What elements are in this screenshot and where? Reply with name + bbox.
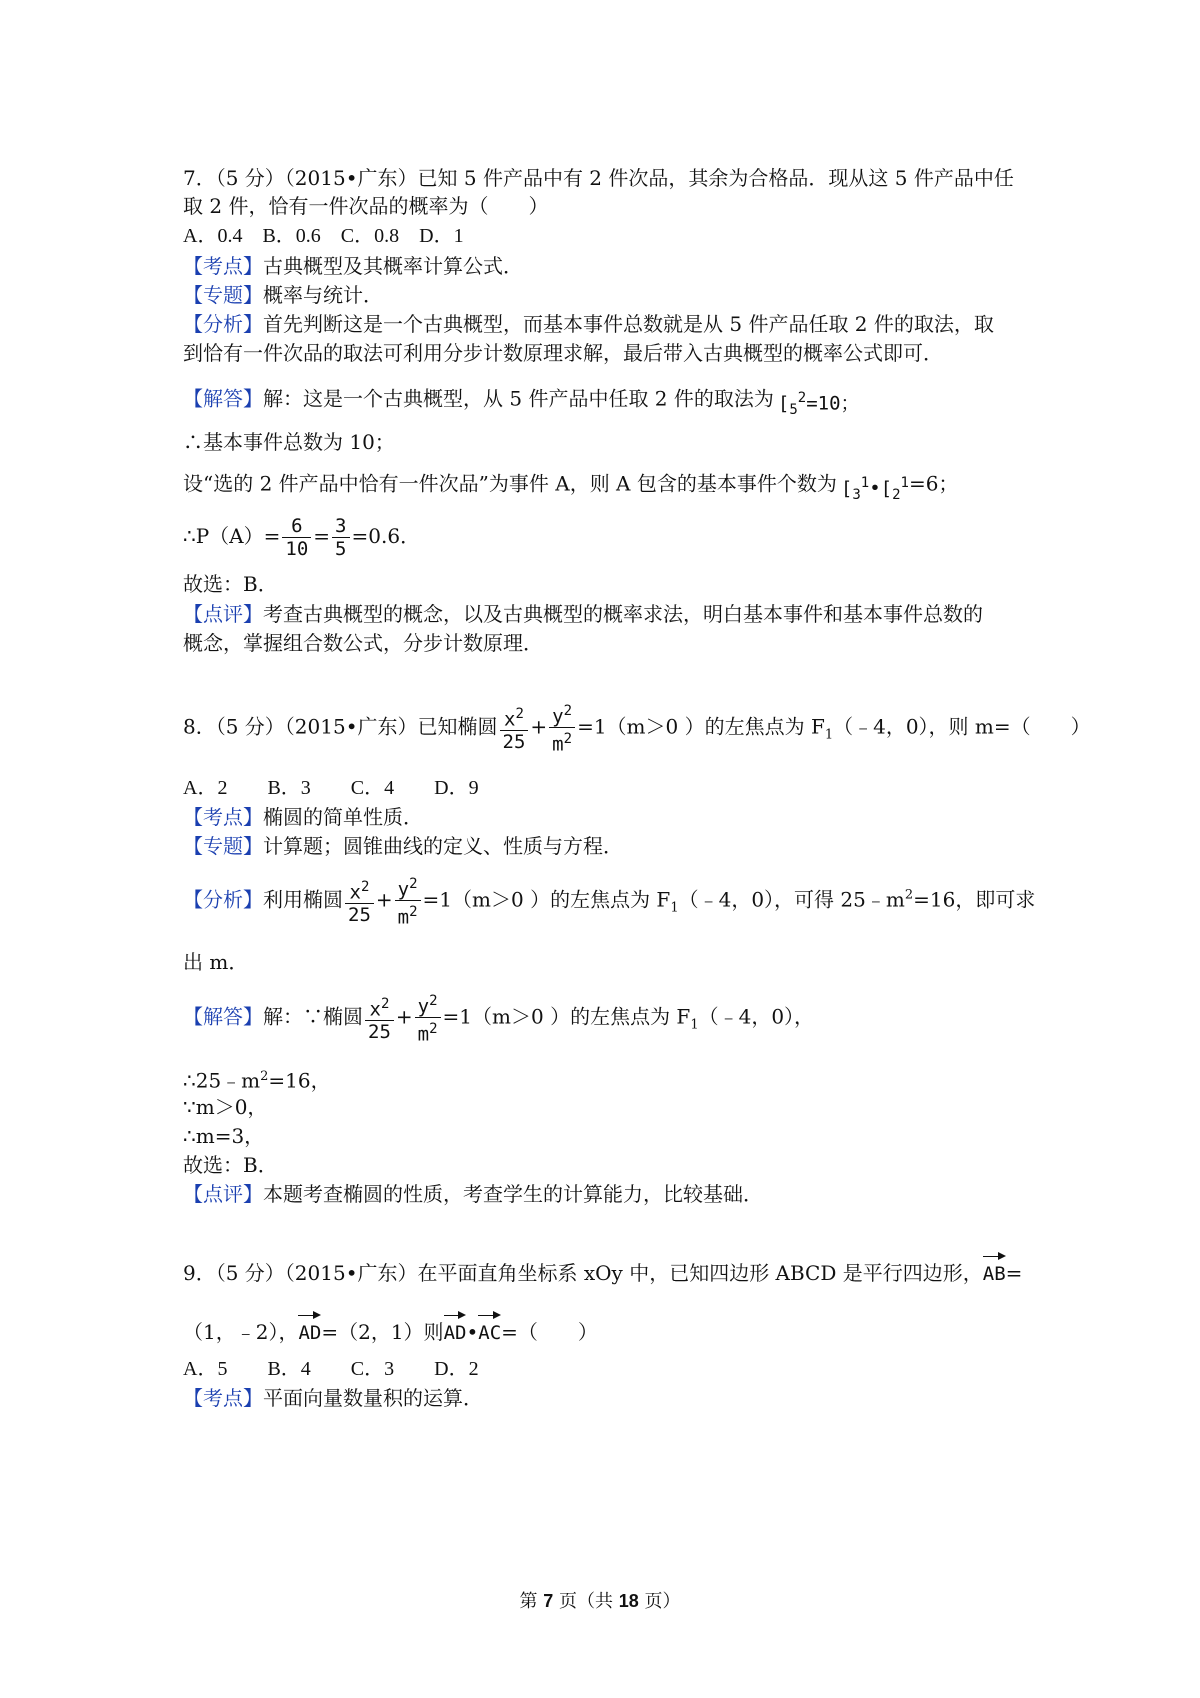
q8-step2: ∵m＞0， [183,1095,268,1119]
q7-total-line: ∴基本事件总数为 10； [183,430,395,454]
q7-answer: 故选：B． [183,572,278,596]
q9-options: A．5 B．4 C．3 D．2 [183,1358,479,1380]
q8-stem-line1: 8．（5 分）（2015•广东）已知椭圆 $\frac{x^2}{25}$ + $\frac{y^2}{m^2}$ =1（m＞0 ）的左焦点为 $F_1(﹣4$，0），则 m=（ ） [183,700,1091,756]
q7-dianping-line1: 【点评】考查古典概型的概念，以及古典概型的概率求法，明白基本事件和基本事件总数的 [183,602,983,626]
q8-fenxi-line2: 出 m． [183,950,249,974]
q9-stem-line2: （1，﹣2），AD=（2，1）则AD•AC=（ ） [183,1313,598,1347]
page-number: 7 [543,1591,554,1611]
q9-kaodian: 【考点】平面向量数量积的运算． [183,1386,483,1410]
q7-probability-line: ∴P（A）= $\frac{6}{10}$ = $\frac{3}{5}$ =0.6． [183,515,421,560]
vector-ad: AD [298,1313,321,1347]
tag-dianping: 【点评】 [183,1182,263,1206]
tag-fenxi: 【分析】 [183,312,263,336]
q7-dianping-line2: 概念，掌握组合数公式，分步计数原理． [183,631,543,655]
q7-event-line: 设“选的 2 件产品中恰有一件次品”为事件 A，则 A 包含的基本事件个数为 [$_3^1•[_2^1=6$； [183,465,958,505]
tag-zhuanti: 【专题】 [183,283,263,307]
fraction-x2-over-25: $\frac{x^2}{25}$ [345,876,374,926]
q8-jieda-line1: 【解答】解：∵椭圆 $\frac{x^2}{25}$ + $\frac{y^2}{m^2}$ =1（m＞0 ）的左焦点为 $F_1(﹣4$，0）， [183,990,814,1046]
fraction-y2-over-m2: $\frac{y^2}{m^2}$ [395,873,421,929]
vector-ad: AD [444,1313,467,1347]
q7-stem-line2: 取 2 件，恰有一件次品的概率为（ ） [183,194,549,218]
fraction-y2-over-m2: $\frac{y^2}{m^2}$ [549,700,575,756]
q7-fenxi-line2: 到恰有一件次品的取法可利用分步计数原理求解，最后带入古典概型的概率公式即可． [183,341,943,365]
vector-ab: AB [983,1254,1006,1288]
tag-fenxi: 【分析】 [183,887,263,912]
q8-kaodian: 【考点】椭圆的简单性质． [183,805,423,829]
fraction-3-over-5: $\frac{3}{5}$ [332,515,349,560]
tag-jieda: 【解答】 [183,386,263,411]
q7-jieda-line1: 【解答】解：这是一个古典概型，从 5 件产品中任取 2 件的取法为 [$_5^2=10$； [183,380,860,420]
tag-kaodian: 【考点】 [183,805,263,829]
combination-c52: [$_5^2=10$； [777,390,860,419]
q7-kaodian: 【考点】古典概型及其概率计算公式． [183,254,523,278]
q7-options: A．0.4 B．0.6 C．0.8 D．1 [183,225,464,247]
tag-kaodian: 【考点】 [183,1386,263,1410]
fraction-y2-over-m2: $\frac{y^2}{m^2}$ [415,990,441,1046]
q7-fenxi-line1: 【分析】首先判断这是一个古典概型，而基本事件总数就是从 5 件产品任取 2 件的取法，取 [183,312,994,336]
vector-ac: AC [478,1313,501,1347]
tag-kaodian: 【考点】 [183,254,263,278]
fraction-x2-over-25: $\frac{x^2}{25}$ [365,993,394,1043]
fraction-x2-over-25: $\frac{x^2}{25}$ [500,703,529,753]
q7-stem-line1: 7．（5 分）（2015•广东）已知 5 件产品中有 2 件次品，其余为合格品．现从这 5 件产品中任 [183,166,1014,190]
q9-stem-line1: 9．（5 分）（2015•广东）在平面直角坐标系 xOy 中，已知四边形 ABCD 是平行四边形，AB= [183,1254,1022,1288]
tag-dianping: 【点评】 [183,602,263,626]
q8-zhuanti: 【专题】计算题；圆锥曲线的定义、性质与方程． [183,834,623,858]
q8-step1: $\therefore 25﹣m^2=16$， [183,1068,331,1093]
q8-options: A．2 B．3 C．4 D．9 [183,777,479,799]
q8-fenxi-line1: 【分析】利用椭圆 $\frac{x^2}{25}$ + $\frac{y^2}{m^2}$ =1（m＞0 ）的左焦点为 $F_1(﹣4$，0），可得 $25﹣m^2=16$，即可求 [183,873,1035,929]
q8-answer: 故选：B． [183,1153,278,1177]
tag-zhuanti: 【专题】 [183,834,263,858]
q8-step3: ∴m=3， [183,1124,265,1148]
q8-dianping: 【点评】本题考查椭圆的性质，考查学生的计算能力，比较基础． [183,1182,763,1206]
tag-jieda: 【解答】 [183,1004,263,1029]
q7-zhuanti: 【专题】概率与统计． [183,283,383,307]
page-footer: 第 7 页（共 18 页） [519,1591,681,1612]
fraction-6-over-10: $\frac{6}{10}$ [282,515,311,560]
total-pages: 18 [618,1591,639,1611]
combination-c31-c21: [$_3^1•[_2^1$ [840,475,909,504]
